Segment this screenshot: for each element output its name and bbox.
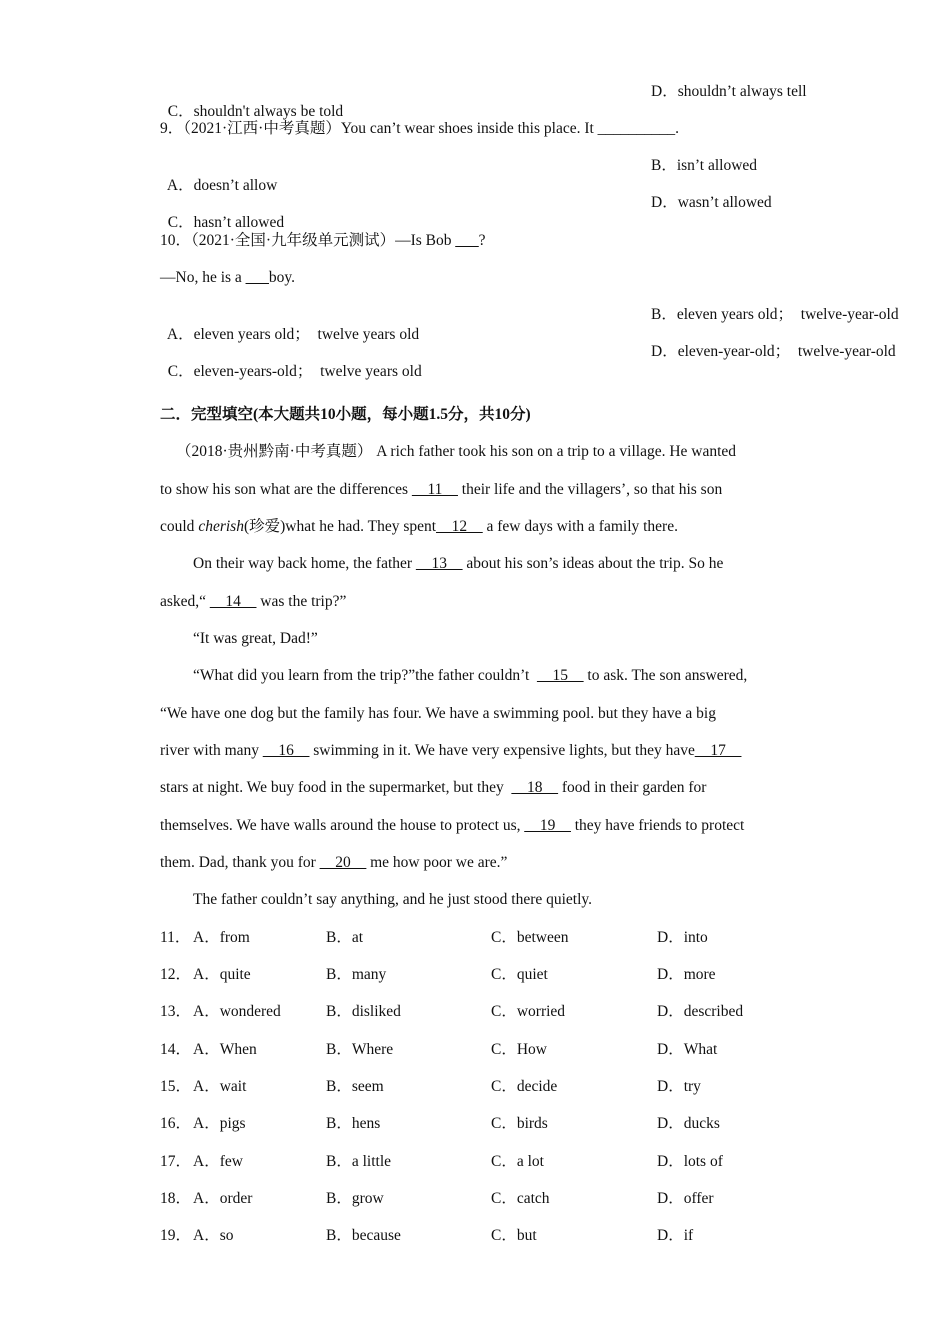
option-d: D．described bbox=[657, 1003, 744, 1020]
option-d: D．into bbox=[657, 929, 708, 946]
option-b: B．many bbox=[326, 966, 387, 983]
passage-line bbox=[160, 517, 678, 537]
option-b: B．seem bbox=[326, 1078, 384, 1095]
q8-option-c: C．shouldn't always be told bbox=[167, 103, 344, 120]
question-number: 17． bbox=[160, 1153, 192, 1170]
blank-13: __13__ bbox=[415, 555, 463, 572]
passage-text: a few days with a family there. bbox=[482, 518, 678, 535]
passage-text: (珍爱)what he had. They spent bbox=[243, 518, 437, 535]
option-c: C．worried bbox=[491, 1003, 566, 1020]
q10-line2 bbox=[160, 268, 295, 288]
passage-text: river with many bbox=[160, 742, 263, 759]
q10-option-a: A．eleven years old； twelve years old bbox=[166, 326, 420, 343]
option-c: C．a lot bbox=[491, 1153, 544, 1170]
option-c: C．decide bbox=[491, 1078, 558, 1095]
q10-blank-1: ___ bbox=[455, 232, 479, 249]
passage-line bbox=[160, 816, 744, 836]
q10-stem-end: ? bbox=[478, 232, 486, 249]
passage-line bbox=[160, 778, 706, 798]
q9-option-a: A．doesn’t allow bbox=[166, 177, 278, 194]
option-c: C．birds bbox=[491, 1115, 548, 1132]
q10-option-c: C．eleven-years-old； twelve years old bbox=[167, 363, 422, 380]
blank-17: __17__ bbox=[694, 742, 742, 759]
option-b: B．at bbox=[326, 929, 364, 946]
passage-line bbox=[160, 741, 741, 761]
question-row bbox=[0, 965, 950, 985]
option-b: B．a little bbox=[326, 1153, 392, 1170]
blank-11: __11__ bbox=[411, 481, 458, 498]
blank-16: __16__ bbox=[262, 742, 310, 759]
passage-line bbox=[193, 666, 747, 686]
q10-line2-text: —No, he is a bbox=[160, 269, 246, 286]
question-number: 16． bbox=[160, 1115, 192, 1132]
q8-option-d: D．shouldn’t always tell bbox=[651, 83, 807, 100]
question-row bbox=[0, 1152, 950, 1172]
passage-text: they have friends to protect bbox=[570, 817, 745, 834]
passage-line bbox=[160, 480, 722, 500]
option-b: B．grow bbox=[326, 1190, 384, 1207]
question-number: 15． bbox=[160, 1078, 192, 1095]
option-a: A．wondered bbox=[193, 1003, 281, 1020]
question-number: 11． bbox=[160, 929, 191, 946]
option-d: D．try bbox=[657, 1078, 701, 1095]
passage-text: to ask. The son answered, bbox=[583, 667, 748, 684]
blank-14: __14__ bbox=[209, 593, 257, 610]
q10-option-d: D．eleven-year-old； twelve-year-old bbox=[651, 343, 896, 360]
passage-text: their life and the villagers’, so that his son bbox=[457, 481, 723, 498]
question-row bbox=[0, 928, 950, 948]
option-b: B．because bbox=[326, 1227, 401, 1244]
passage-line: “It was great, Dad!” bbox=[193, 630, 318, 647]
option-a: A．from bbox=[193, 929, 250, 946]
passage-text: them. Dad, thank you for bbox=[160, 854, 320, 871]
option-a: A．pigs bbox=[193, 1115, 246, 1132]
option-a: A．quite bbox=[193, 966, 251, 983]
passage-text: asked,“ bbox=[160, 593, 210, 610]
question-number: 12． bbox=[160, 966, 192, 983]
q9-stem: 9．（2021·江西·中考真题）You can’t wear shoes inside this place. It __________. bbox=[160, 120, 680, 137]
blank-18: __18__ bbox=[511, 779, 558, 796]
option-c: C．between bbox=[491, 929, 569, 946]
option-a: A．order bbox=[193, 1190, 253, 1207]
q9-option-b: B．isn’t allowed bbox=[651, 157, 758, 174]
blank-12: __12__ bbox=[436, 518, 483, 535]
option-a: A．When bbox=[193, 1041, 257, 1058]
passage-text: swimming in it. We have very expensive lights, but they have bbox=[309, 742, 695, 759]
option-d: D．offer bbox=[657, 1190, 714, 1207]
option-b: B．disliked bbox=[326, 1003, 401, 1020]
option-d: D．What bbox=[657, 1041, 718, 1058]
passage-text: me how poor we are.” bbox=[366, 854, 508, 871]
section-heading: 二．完型填空(本大题共10小题，每小题1.5分，共10分) bbox=[160, 406, 531, 423]
passage-text: food in their garden for bbox=[557, 779, 707, 796]
passage-text: “What did you learn from the trip?”the father couldn’t bbox=[193, 667, 538, 684]
q10-line2-end: boy. bbox=[268, 269, 296, 286]
option-d: D．ducks bbox=[657, 1115, 720, 1132]
option-b: B．hens bbox=[326, 1115, 381, 1132]
q10-stem bbox=[160, 231, 486, 251]
question-number: 14． bbox=[160, 1041, 192, 1058]
question-row bbox=[0, 1114, 950, 1134]
passage-text: stars at night. We buy food in the supermarket, but they bbox=[160, 779, 512, 796]
passage-text: about his son’s ideas about the trip. So he bbox=[462, 555, 724, 572]
q9-option-c: C．hasn’t allowed bbox=[167, 214, 285, 231]
option-c: C．but bbox=[491, 1227, 537, 1244]
passage-line: “We have one dog but the family has four. We have a swimming pool. but they have a big bbox=[160, 705, 716, 722]
option-b: B．Where bbox=[326, 1041, 394, 1058]
q10-options-cd bbox=[160, 342, 896, 402]
question-number: 18． bbox=[160, 1190, 192, 1207]
passage-line bbox=[160, 592, 346, 612]
option-a: A．so bbox=[193, 1227, 234, 1244]
question-row bbox=[0, 1040, 950, 1060]
passage-text: themselves. We have walls around the house to protect us, bbox=[160, 817, 525, 834]
question-row bbox=[0, 1226, 950, 1246]
q10-blank-2: ___ bbox=[245, 269, 269, 286]
blank-15: __15__ bbox=[537, 667, 584, 684]
passage-line bbox=[160, 853, 507, 873]
passage-line: The father couldn’t say anything, and he just stood there quietly. bbox=[193, 891, 593, 908]
question-row bbox=[0, 1189, 950, 1209]
q10-option-b: B．eleven years old； twelve-year-old bbox=[651, 306, 899, 323]
question-row bbox=[0, 1002, 950, 1022]
passage-text: On their way back home, the father bbox=[193, 555, 416, 572]
option-d: D．if bbox=[657, 1227, 694, 1244]
italic-word: cherish bbox=[198, 518, 244, 535]
question-number: 19． bbox=[160, 1227, 192, 1244]
option-a: A．few bbox=[193, 1153, 243, 1170]
q9-option-d: D．wasn’t allowed bbox=[651, 194, 772, 211]
question-row bbox=[0, 1077, 950, 1097]
option-c: C．catch bbox=[491, 1190, 550, 1207]
question-number: 13． bbox=[160, 1003, 192, 1020]
passage-text: to show his son what are the differences bbox=[160, 481, 412, 498]
blank-19: __19__ bbox=[524, 817, 571, 834]
option-c: C．quiet bbox=[491, 966, 548, 983]
option-c: C．How bbox=[491, 1041, 547, 1058]
passage-text: was the trip?” bbox=[256, 593, 347, 610]
option-a: A．wait bbox=[193, 1078, 247, 1095]
passage-line bbox=[193, 554, 723, 574]
option-d: D．lots of bbox=[657, 1153, 723, 1170]
q10-stem-text: 10．（2021·全国·九年级单元测试）—Is Bob bbox=[160, 232, 456, 249]
passage-text: could bbox=[160, 518, 199, 535]
blank-20: __20__ bbox=[319, 854, 367, 871]
passage-line: （2018·贵州黔南·中考真题） A rich father took his son on a trip to a village. He wanted bbox=[176, 443, 737, 460]
option-d: D．more bbox=[657, 966, 716, 983]
